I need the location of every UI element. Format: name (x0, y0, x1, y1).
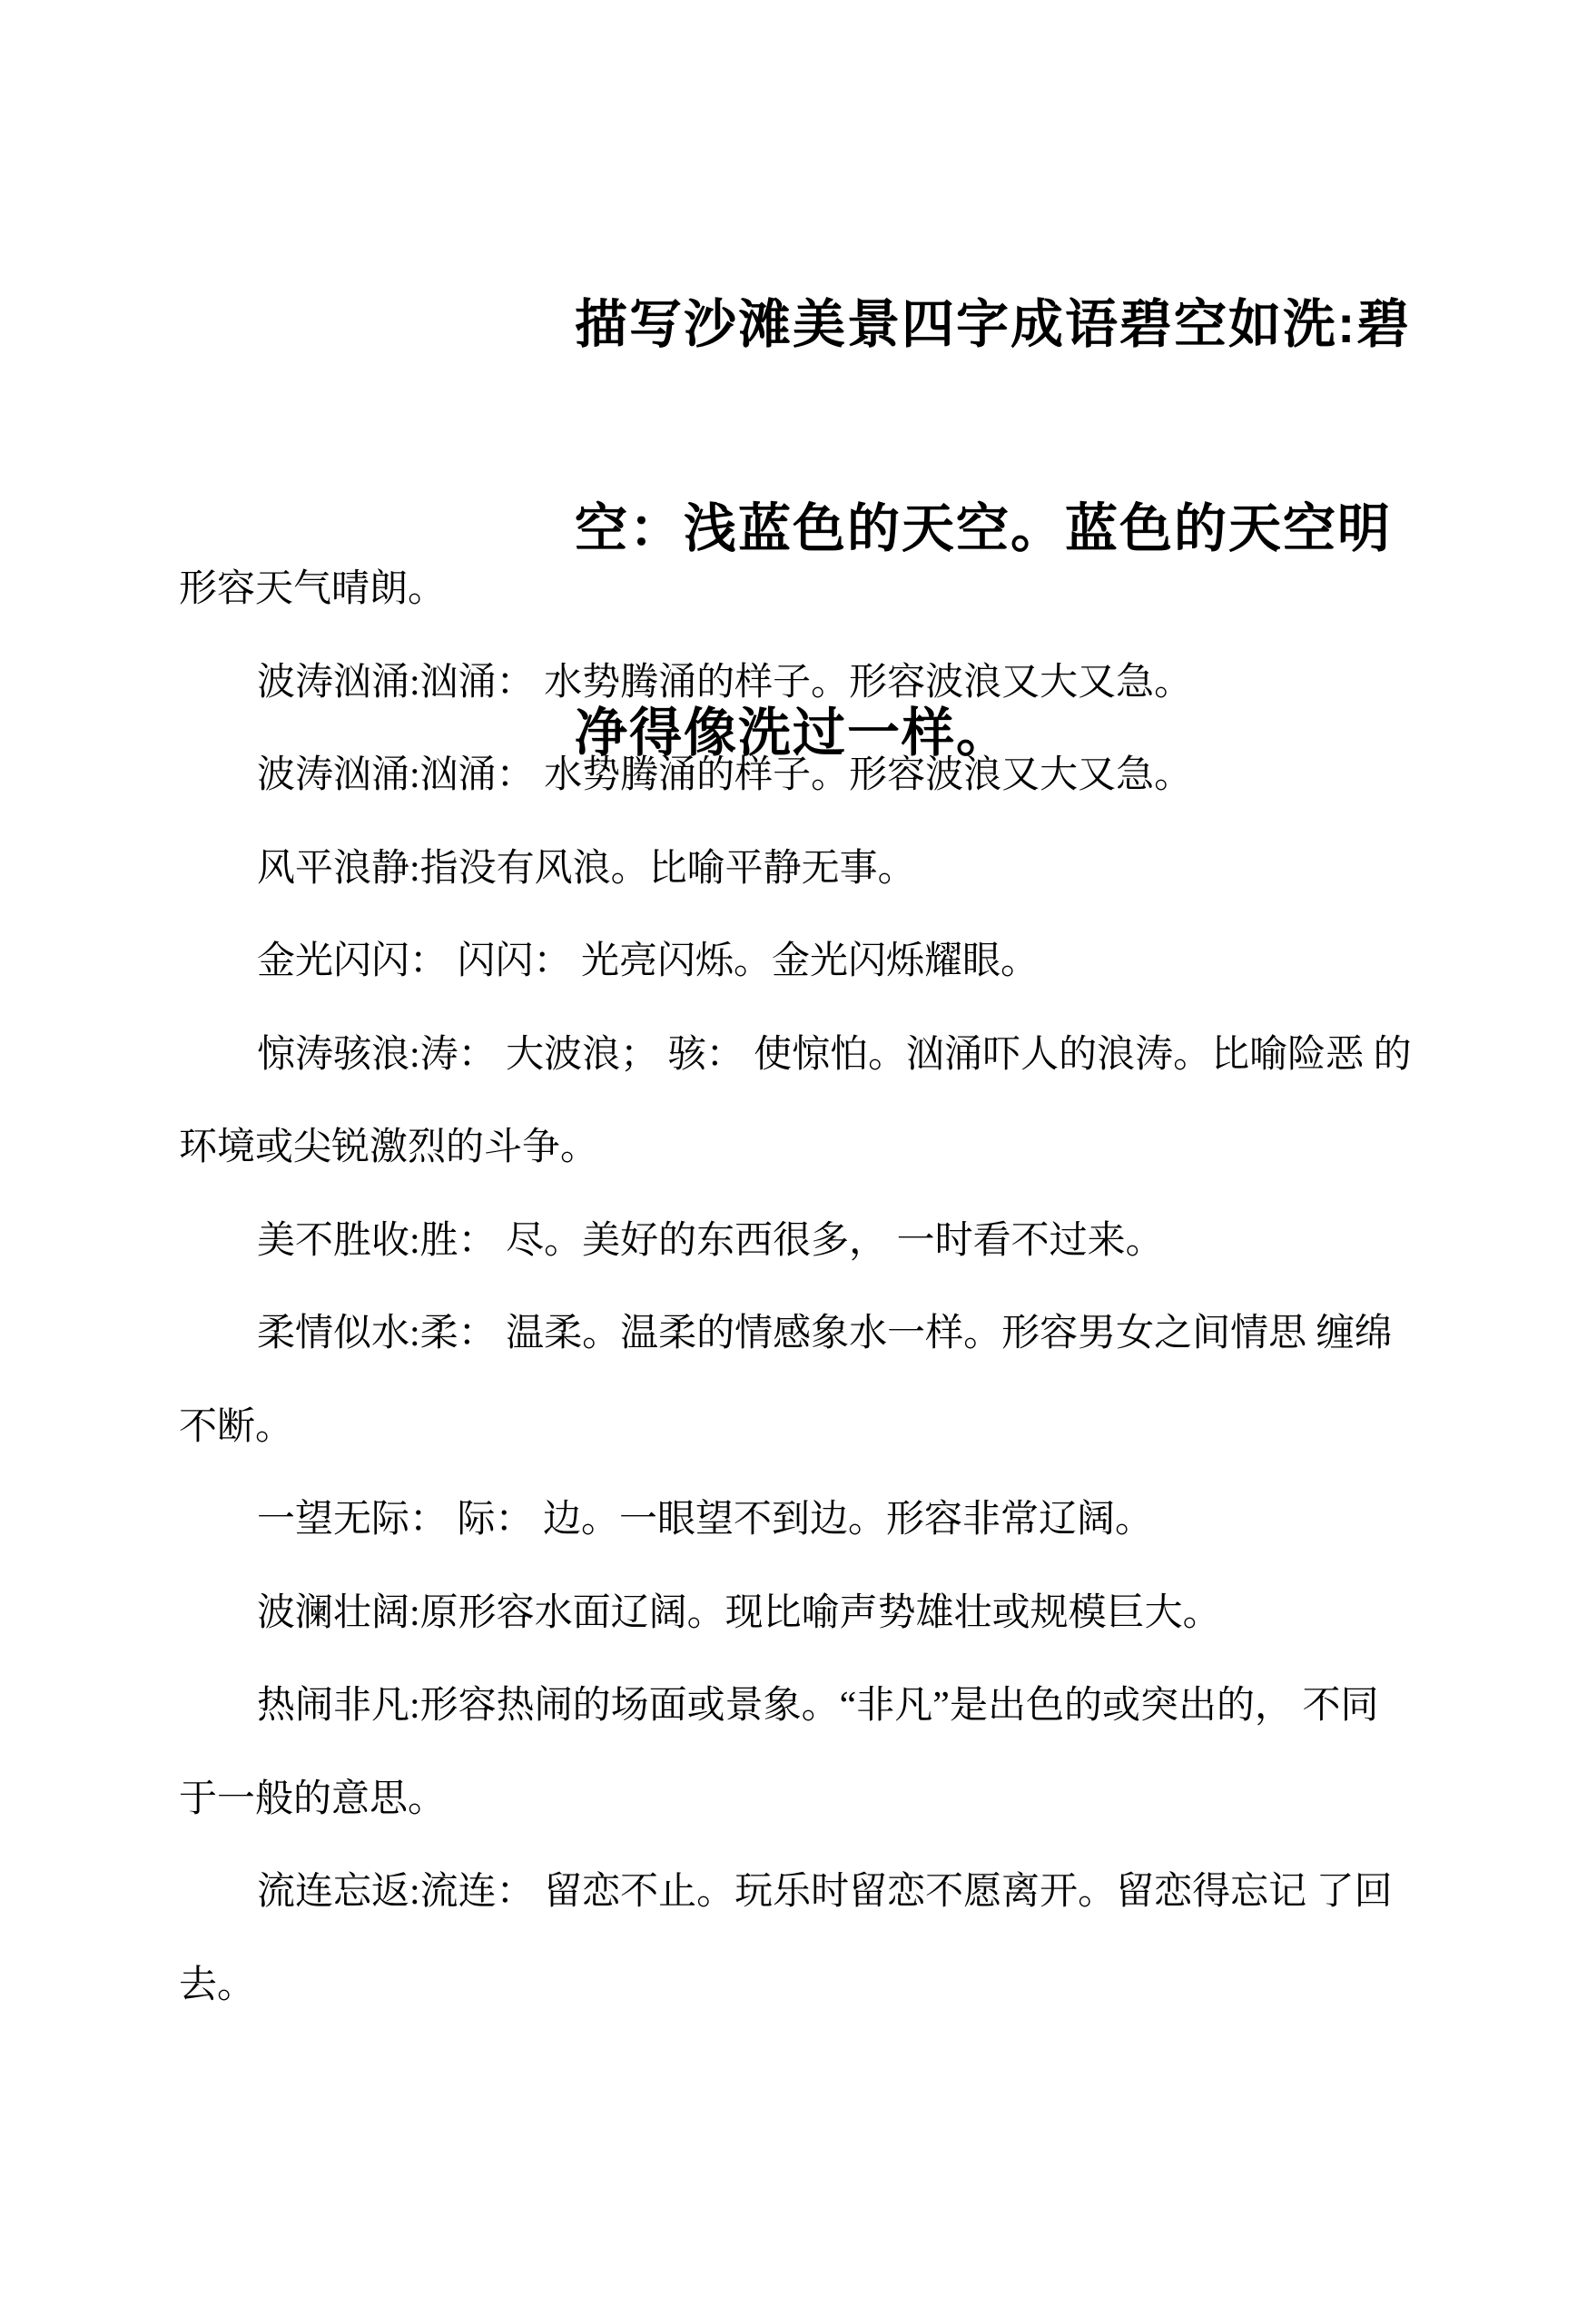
paragraph-line: 去。 (179, 1965, 256, 2006)
paragraph-line: 惊涛骇浪:涛： 大波浪； 骇： 使惊怕。汹涌吓人的浪涛。比喻险恶 的 (257, 1034, 1412, 1076)
paragraph-line: 波澜壮阔:原形容水面辽阔。现比喻声势雄壮或规模巨大。 (257, 1592, 1221, 1634)
paragraph-line: 流连忘返:流连： 留恋不止。玩乐时留恋不愿离开。留恋得忘记 了回 (257, 1871, 1393, 1913)
paragraph-line: 波涛汹涌:汹涌： 水势腾涌的样子。形容波浪又大又急。 (257, 662, 1193, 704)
title-line: 描写沙滩美景四字成语碧空如洗:碧 (575, 295, 1412, 354)
paragraph-line: 美不胜收:胜： 尽。美好的东西很多， 一时看不过来。 (257, 1220, 1164, 1262)
paragraph-line: 一望无际： 际： 边。一眼望不到边。形容非常辽阔。 (257, 1499, 1154, 1541)
paragraph-line: 风平浪静:指没有风浪。比喻平静无事。 (257, 848, 916, 890)
paragraph-line: 波涛汹涌:汹涌： 水势腾涌的样子。形容波浪又大又急。 (257, 754, 1193, 796)
paragraph-line: 环境或尖锐激烈的斗争。 (179, 1127, 599, 1168)
paragraph-line: 形容天气晴朗。 (179, 568, 447, 610)
title-line: 净得像洗过一样。 (575, 704, 1011, 763)
paragraph-line: 于一般的意思。 (179, 1778, 447, 1820)
paragraph-line: 热闹非凡:形容热闹的场面或景象。“非凡”是出色的或突出的， 不同 (257, 1685, 1379, 1727)
paragraph-line: 金光闪闪： 闪闪： 光亮闪烁。金光闪烁耀眼。 (257, 940, 1040, 982)
paragraph-line: 柔情似水:柔： 温柔。温柔的情感象水一样。形容男女之间情思 缠绵 (257, 1313, 1393, 1354)
title-line: 空：浅蓝色的天空。蓝色的天空明 (575, 499, 1393, 558)
paragraph-line: 不断。 (179, 1406, 294, 1448)
